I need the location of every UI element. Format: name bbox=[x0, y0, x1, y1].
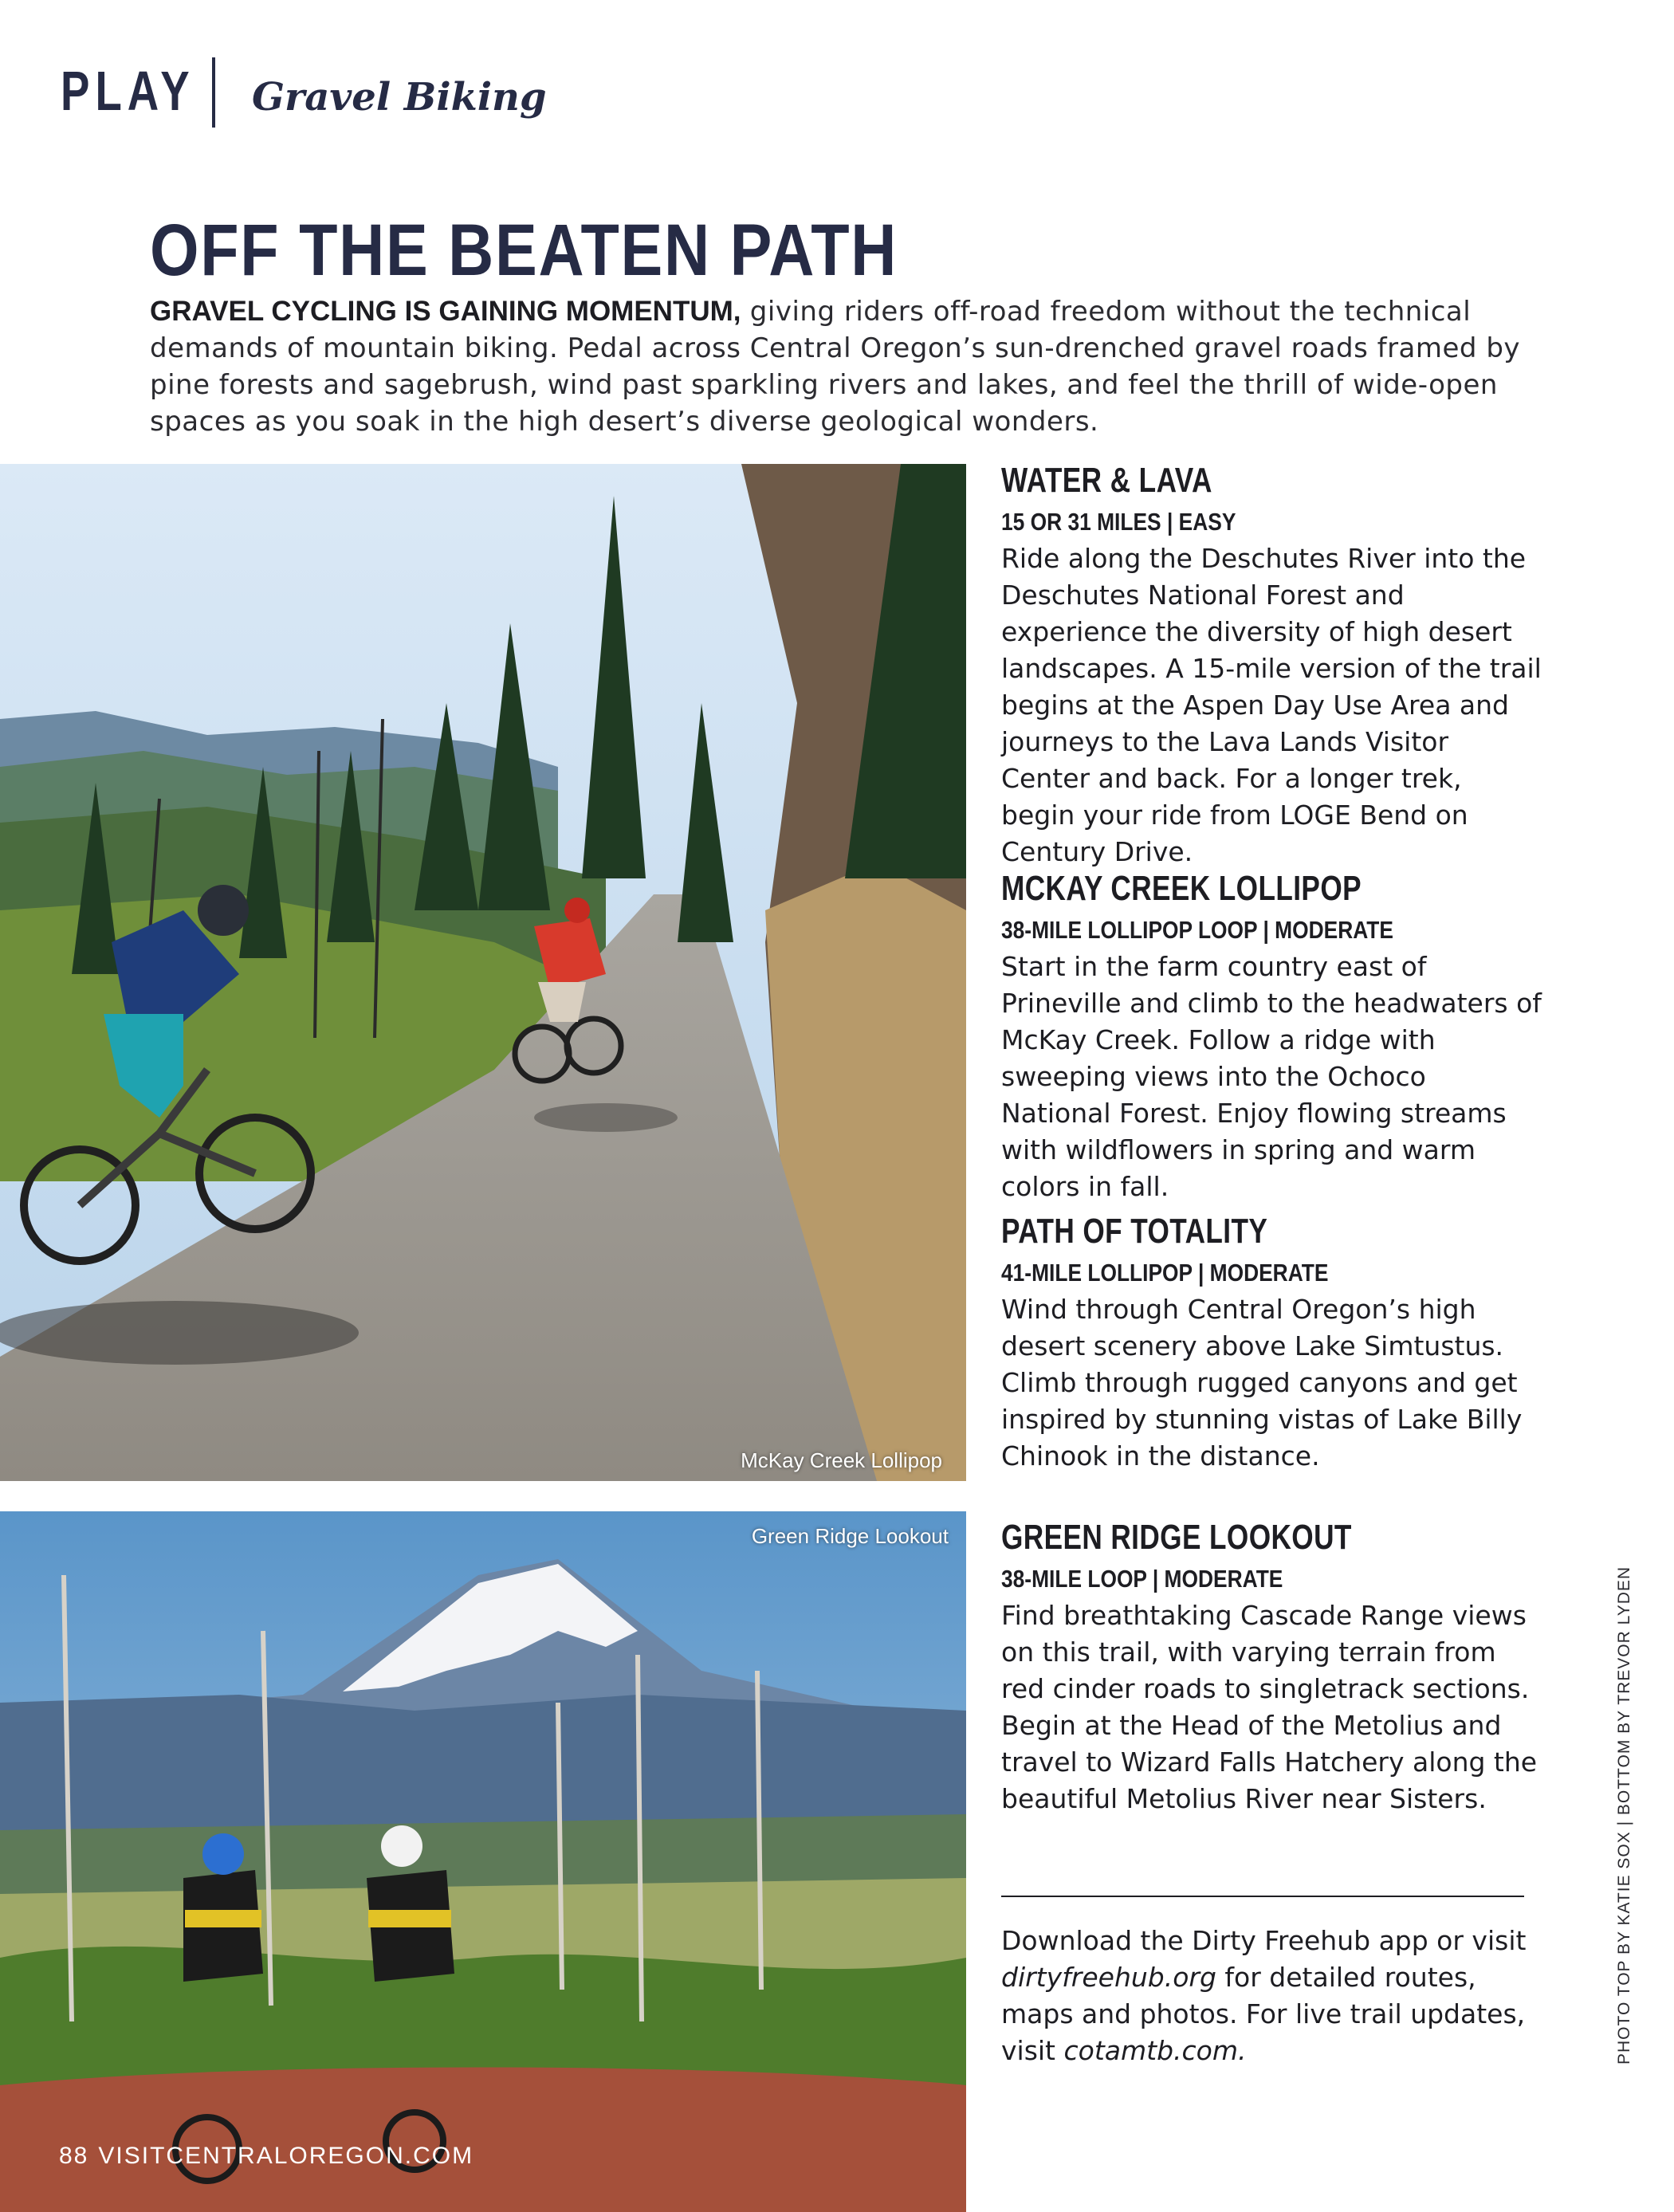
trail-stats: 41-MILE LOLLIPOP | MODERATE bbox=[1001, 1259, 1329, 1287]
trail-mckay-creek-lollipop bbox=[1001, 869, 1543, 1205]
page-number: 88 bbox=[59, 2143, 89, 2169]
header-divider bbox=[212, 57, 215, 128]
trail-stats: 38-MILE LOLLIPOP LOOP | MODERATE bbox=[1001, 916, 1393, 944]
photo-caption-top: McKay Creek Lollipop bbox=[741, 1448, 942, 1472]
trail-green-ridge-lookout bbox=[1001, 1518, 1543, 1817]
section-subtitle: Gravel Biking bbox=[252, 75, 547, 120]
note-text-2: for detailed routes, maps and photos. For live trail updates, visit bbox=[1001, 1962, 1526, 2066]
trail-description: Start in the farm country east of Prineville and climb to the headwaters of McKay Creek. Follow a ridge with sweeping views into the Ochoco National Forest. Enjoy flowing streams with wildflowers in spring and warm colors in fall. bbox=[1001, 951, 1542, 1202]
trail-description: Wind through Central Oregon’s high desert scenery above Lake Simtustus. Climb through rugged canyons and get inspired by stunning vistas of Lake Billy Chinook in the distance. bbox=[1001, 1294, 1523, 1471]
intro-paragraph bbox=[150, 293, 1521, 440]
trail-description: Ride along the Deschutes River into the Deschutes National Forest and experience the diversity of high desert landscapes. A 15-mile version of the trail begins at the Aspen Day Use Area and journeys to the Lava Lands Visitor Center and back. For a longer trek, begin your ride from LOGE Bend on Century Drive. bbox=[1001, 543, 1542, 867]
page-footer bbox=[59, 2143, 474, 2170]
photo-green-ridge bbox=[0, 1511, 966, 2212]
photo-credit: PHOTO TOP BY KATIE SOX | BOTTOM BY TREVOR LYDEN bbox=[1615, 1566, 1633, 2065]
photo-mckay-creek-illustration bbox=[0, 464, 966, 1481]
link-cotamtb[interactable]: cotamtb.com. bbox=[1063, 2035, 1247, 2066]
photo-caption-bottom: Green Ridge Lookout bbox=[751, 1524, 949, 1548]
trail-description: Find breathtaking Cascade Range views on this trail, with varying terrain from red cinder roads to singletrack sections. Begin at the Head of the Metolius and travel to Wizard Falls Hatchery along the beautiful Metolius River near Sisters. bbox=[1001, 1600, 1538, 1814]
page-title: OFF THE BEATEN PATH bbox=[150, 210, 898, 291]
photo-mckay-creek bbox=[0, 464, 966, 1481]
footer-site: VISITCENTRALOREGON.COM bbox=[98, 2143, 474, 2169]
trail-name: PATH OF TOTALITY bbox=[1001, 1212, 1268, 1251]
trail-water-and-lava bbox=[1001, 461, 1543, 870]
section-divider bbox=[1001, 1896, 1524, 1897]
trail-path-of-totality bbox=[1001, 1212, 1543, 1475]
app-note bbox=[1001, 1923, 1543, 2069]
photo-green-ridge-illustration bbox=[0, 1511, 966, 2212]
trail-name: GREEN RIDGE LOOKOUT bbox=[1001, 1518, 1352, 1557]
section-label: PLAY bbox=[61, 60, 195, 122]
link-dirtyfreehub[interactable]: dirtyfreehub.org bbox=[1001, 1962, 1216, 1993]
trail-name: MCKAY CREEK LOLLIPOP bbox=[1001, 869, 1362, 908]
intro-lead: GRAVEL CYCLING IS GAINING MOMENTUM, bbox=[150, 296, 741, 327]
trail-stats: 15 OR 31 MILES | EASY bbox=[1001, 508, 1236, 536]
trail-stats: 38-MILE LOOP | MODERATE bbox=[1001, 1565, 1283, 1593]
trail-name: WATER & LAVA bbox=[1001, 461, 1212, 500]
intro-body: giving riders off-road freedom without the technical demands of mountain biking. Pedal across Central Oregon’s sun-drenched gravel roads framed by pine forests and sagebrush, wind past sparkling rivers and lakes, and feel the thrill of wide-open spaces as you soak in the high desert’s diverse geological wonders. bbox=[150, 296, 1521, 438]
note-text-1: Download the Dirty Freehub app or visit bbox=[1001, 1925, 1527, 1956]
